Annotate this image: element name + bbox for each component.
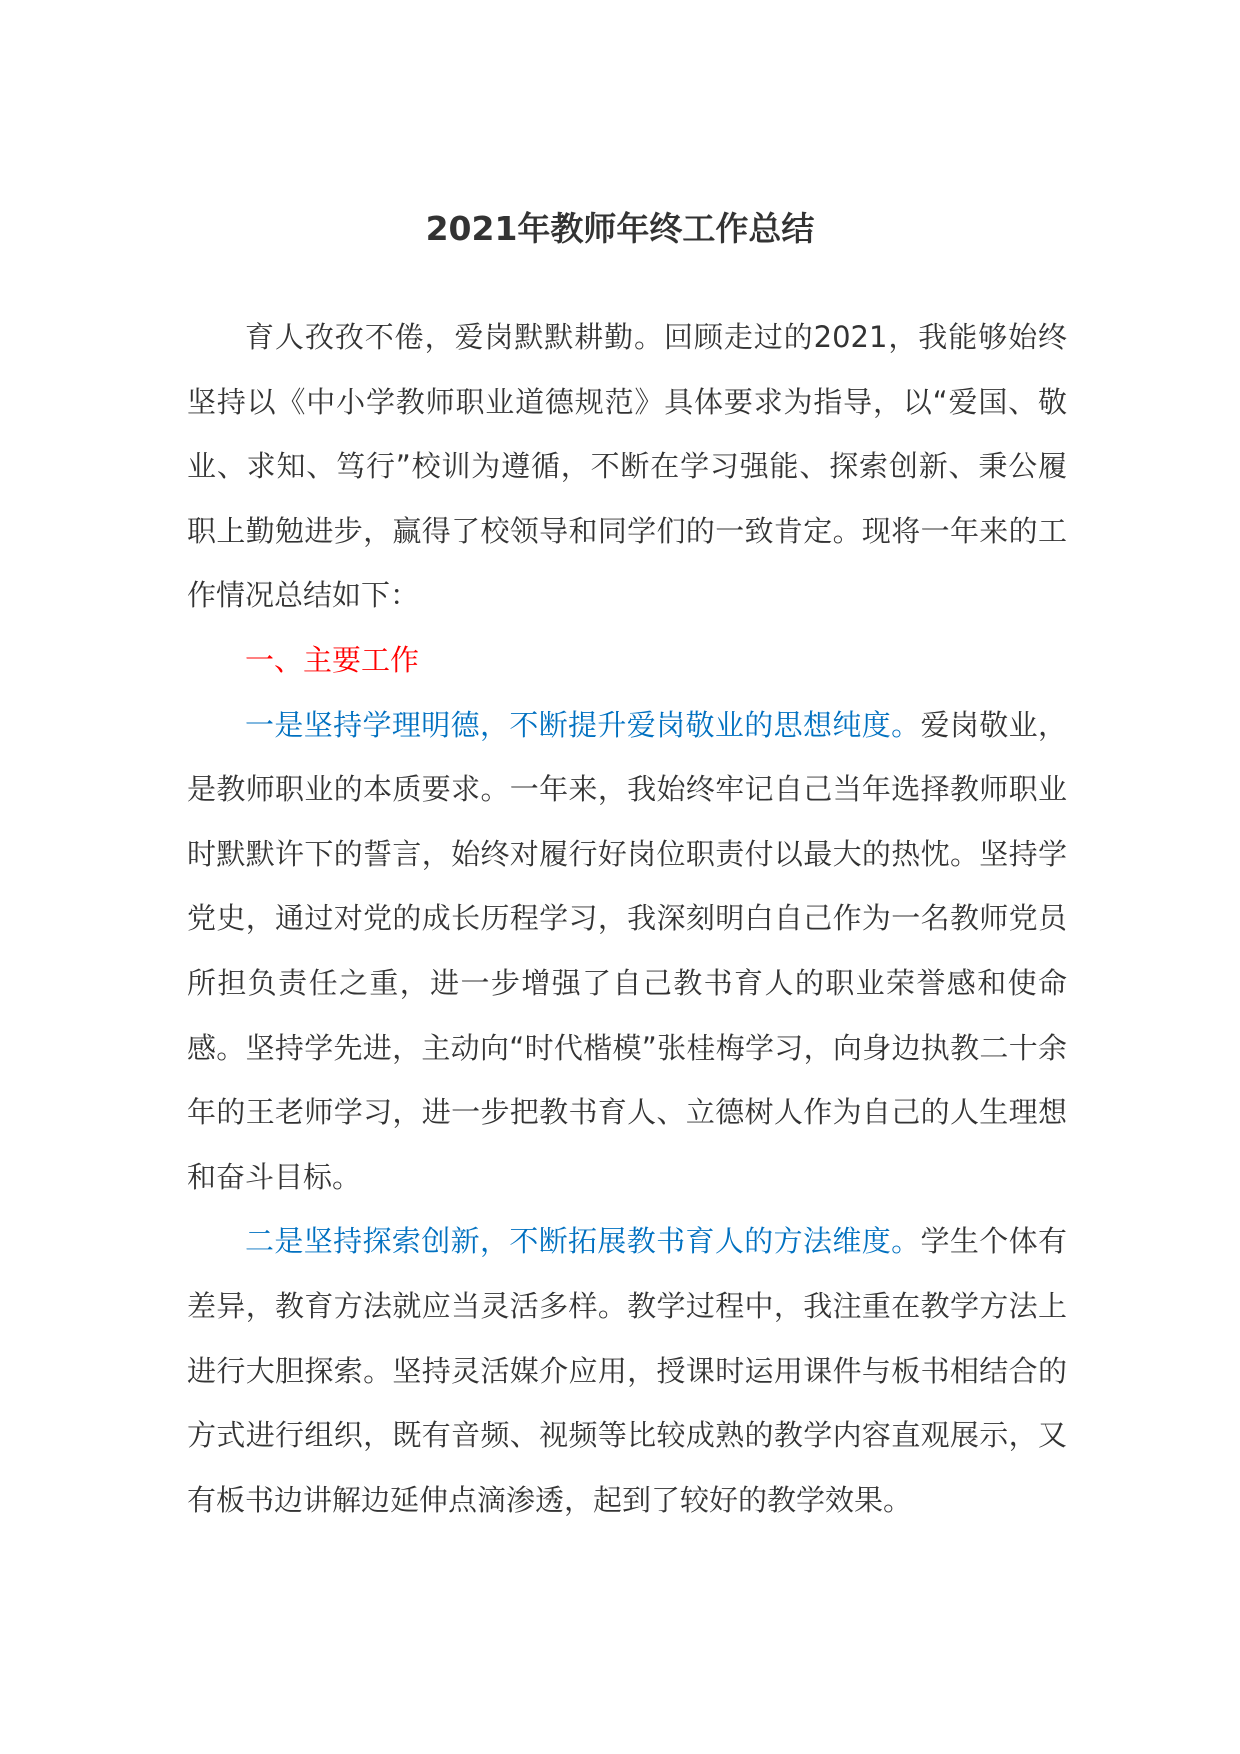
document-body	[187, 305, 1067, 1532]
point-1-text: 爱岗敬业，是教师职业的本质要求。一年来，我始终牢记自己当年选择教师职业时默默许下的誓言，始终对履行好岗位职责付以最大的热忱。坚持学党史，通过对党的成长历程学习，我深刻明白自己作为一名教师党员所担负责任之重，进一步增强了自己教书育人的职业荣誉感和使命感。坚持学先进，主动向“时代楷模”张桂梅学习，向身边执教二十余年的王老师学习，进一步把教书育人、立德树人作为自己的人生理想和奋斗目标。	[187, 707, 1067, 1194]
document-title: 2021年教师年终工作总结	[425, 209, 815, 248]
section-heading: 一、主要工作	[245, 642, 420, 677]
point-2-lead: 二是坚持探索创新，不断拓展教书育人的方法维度。	[245, 1224, 921, 1259]
point-paragraph-1	[187, 693, 1067, 1210]
point-paragraph-2	[187, 1209, 1067, 1532]
point-2-text: 学生个体有差异，教育方法就应当灵活多样。教学过程中，我注重在教学方法上进行大胆探索。坚持灵活媒介应用，授课时运用课件与板书相结合的方式进行组织，既有音频、视频等比较成熟的教学内容直观展示，又有板书边讲解边延伸点滴渗透，起到了较好的教学效果。	[187, 1224, 1067, 1517]
intro-paragraph: 育人孜孜不倦，爱岗默默耕勤。回顾走过的2021，我能够始终坚持以《中小学教师职业道德规范》具体要求为指导，以“爱国、敬业、求知、笃行”校训为遵循，不断在学习强能、探索创新、秉公履职上勤勉进步，赢得了校领导和同学们的一致肯定。现将一年来的工作情况总结如下：	[187, 320, 1067, 613]
point-1-lead: 一是坚持学理明德，不断提升爱岗敬业的思想纯度。	[245, 707, 921, 742]
